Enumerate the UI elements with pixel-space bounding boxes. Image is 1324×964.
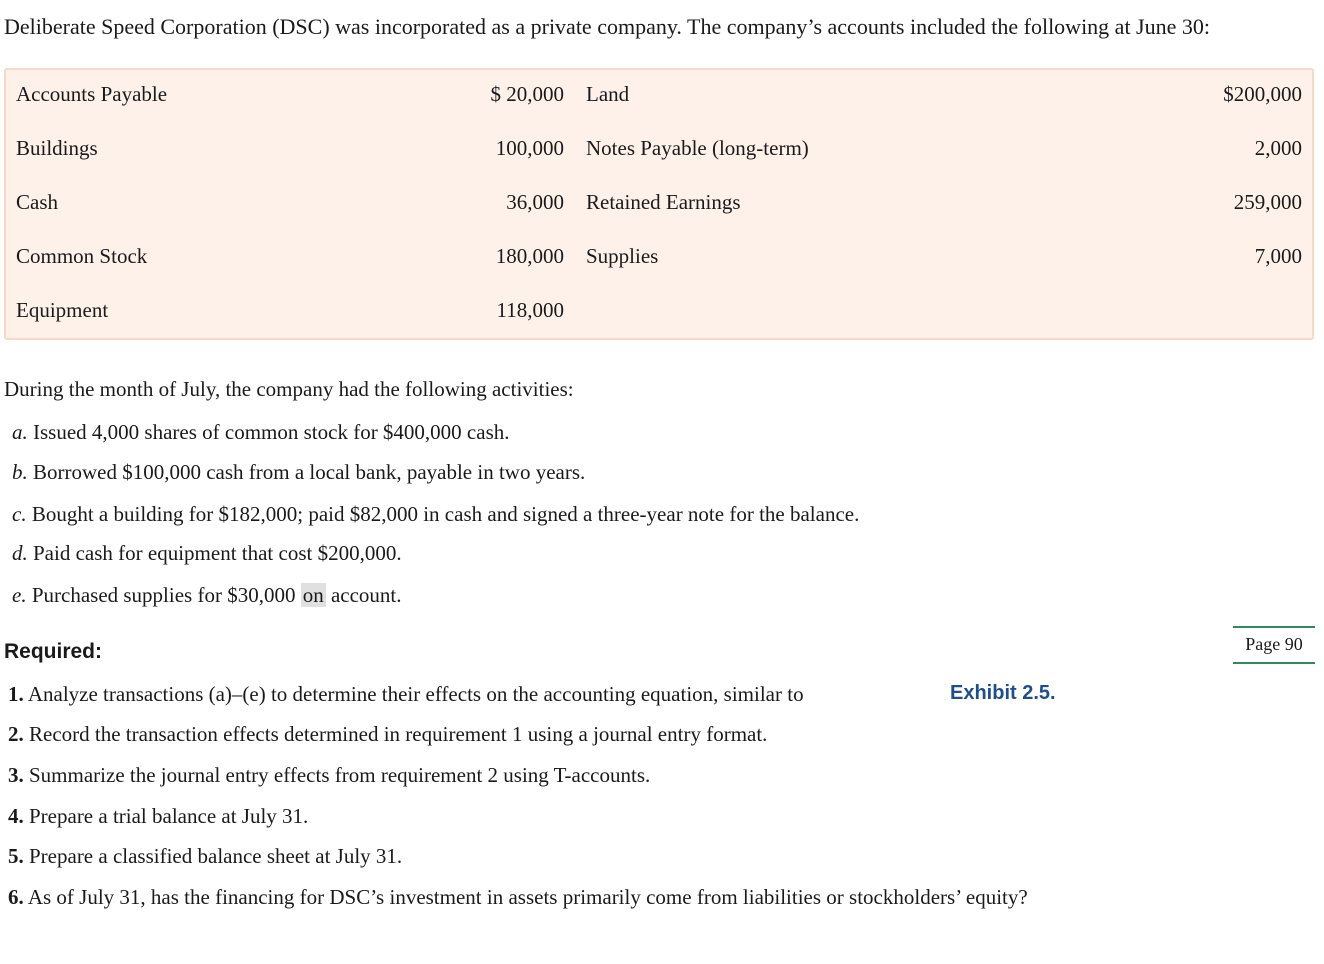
account-amount: $ 20,000 [490,82,564,106]
requirement-text: Prepare a trial balance at July 31. [29,804,309,828]
account-name: Common Stock [16,244,148,268]
account-name: Notes Payable (long-term) [586,136,809,160]
activity-text: account. [330,583,402,607]
requirement-item [8,804,308,829]
requirement-item [8,885,1028,910]
activity-text: Issued 4,000 shares of common stock for $400,000 cash. [33,420,510,444]
account-amount: 36,000 [506,190,564,214]
requirement-text: Summarize the journal entry effects from requirement 2 using T-accounts. [29,763,651,787]
account-row [6,244,1312,274]
account-amount: 2,000 [1254,136,1302,160]
account-amount: 259,000 [1233,190,1302,214]
requirement-number: 1. [8,682,24,706]
account-row [6,82,1312,112]
activity-text: Paid cash for equipment that cost $200,000. [33,541,402,565]
activity-letter: a. [12,420,28,444]
highlighted-word: on [302,583,324,607]
account-row [6,136,1312,166]
activity-item [12,583,402,608]
activity-text: Bought a building for $182,000; paid $82,000 in cash and signed a three-year note for the balance. [31,502,860,526]
account-name: Cash [16,190,58,214]
requirement-number: 4. [8,804,24,828]
account-amount: 180,000 [495,244,564,268]
activity-item [12,502,859,527]
account-name: Buildings [16,136,98,160]
account-row [6,190,1312,220]
account-amount: $200,000 [1223,82,1302,106]
account-name: Land [586,82,630,106]
activity-item [12,460,585,485]
activity-item [12,541,402,566]
activity-text: Borrowed $100,000 cash from a local bank, payable in two years. [33,460,586,484]
requirement-text: Record the transaction effects determined in requirement 1 using a journal entry format. [29,722,768,746]
requirement-number: 5. [8,844,24,868]
requirement-text: Analyze transactions (a)–(e) to determine their effects on the accounting equation, similar to [27,682,804,706]
requirement-number: 3. [8,763,24,787]
account-amount: 118,000 [496,298,564,322]
accounts-table [4,68,1314,340]
exhibit-link-label: Exhibit 2.5 [950,682,1051,704]
requirement-item [8,844,402,869]
account-row [6,298,1312,328]
activity-item [12,420,510,445]
requirement-number: 2. [8,722,24,746]
account-amount: 7,000 [1254,244,1302,268]
requirement-text: Prepare a classified balance sheet at July 31. [29,844,403,868]
activity-letter: e. [12,583,27,607]
required-heading: Required: [4,640,103,663]
activity-letter: c. [12,502,27,526]
activities-intro: During the month of July, the company had the following activities: [4,377,574,401]
requirement-item [8,722,767,747]
account-name: Equipment [16,298,109,322]
account-name: Retained Earnings [586,190,741,214]
account-amount: 100,000 [495,136,564,160]
exhibit-link[interactable] [950,682,1056,705]
requirement-number: 6. [8,885,24,909]
activity-letter: b. [12,460,28,484]
requirement-item [8,763,650,788]
page-marker: Page 90 [1233,626,1315,664]
requirement-text: As of July 31, has the financing for DSC’s investment in assets primarily come from liabilities or stockholders’ equity? [27,885,1028,909]
account-name: Accounts Payable [16,82,168,106]
account-name: Supplies [586,244,659,268]
requirement-item [8,682,804,707]
activity-text: Purchased supplies for $30,000 [31,583,296,607]
intro-text: Deliberate Speed Corporation (DSC) was incorporated as a private company. The company’s accounts included the following at June 30: [4,14,1210,39]
activity-letter: d. [12,541,28,565]
exhibit-period: . [1050,682,1056,704]
